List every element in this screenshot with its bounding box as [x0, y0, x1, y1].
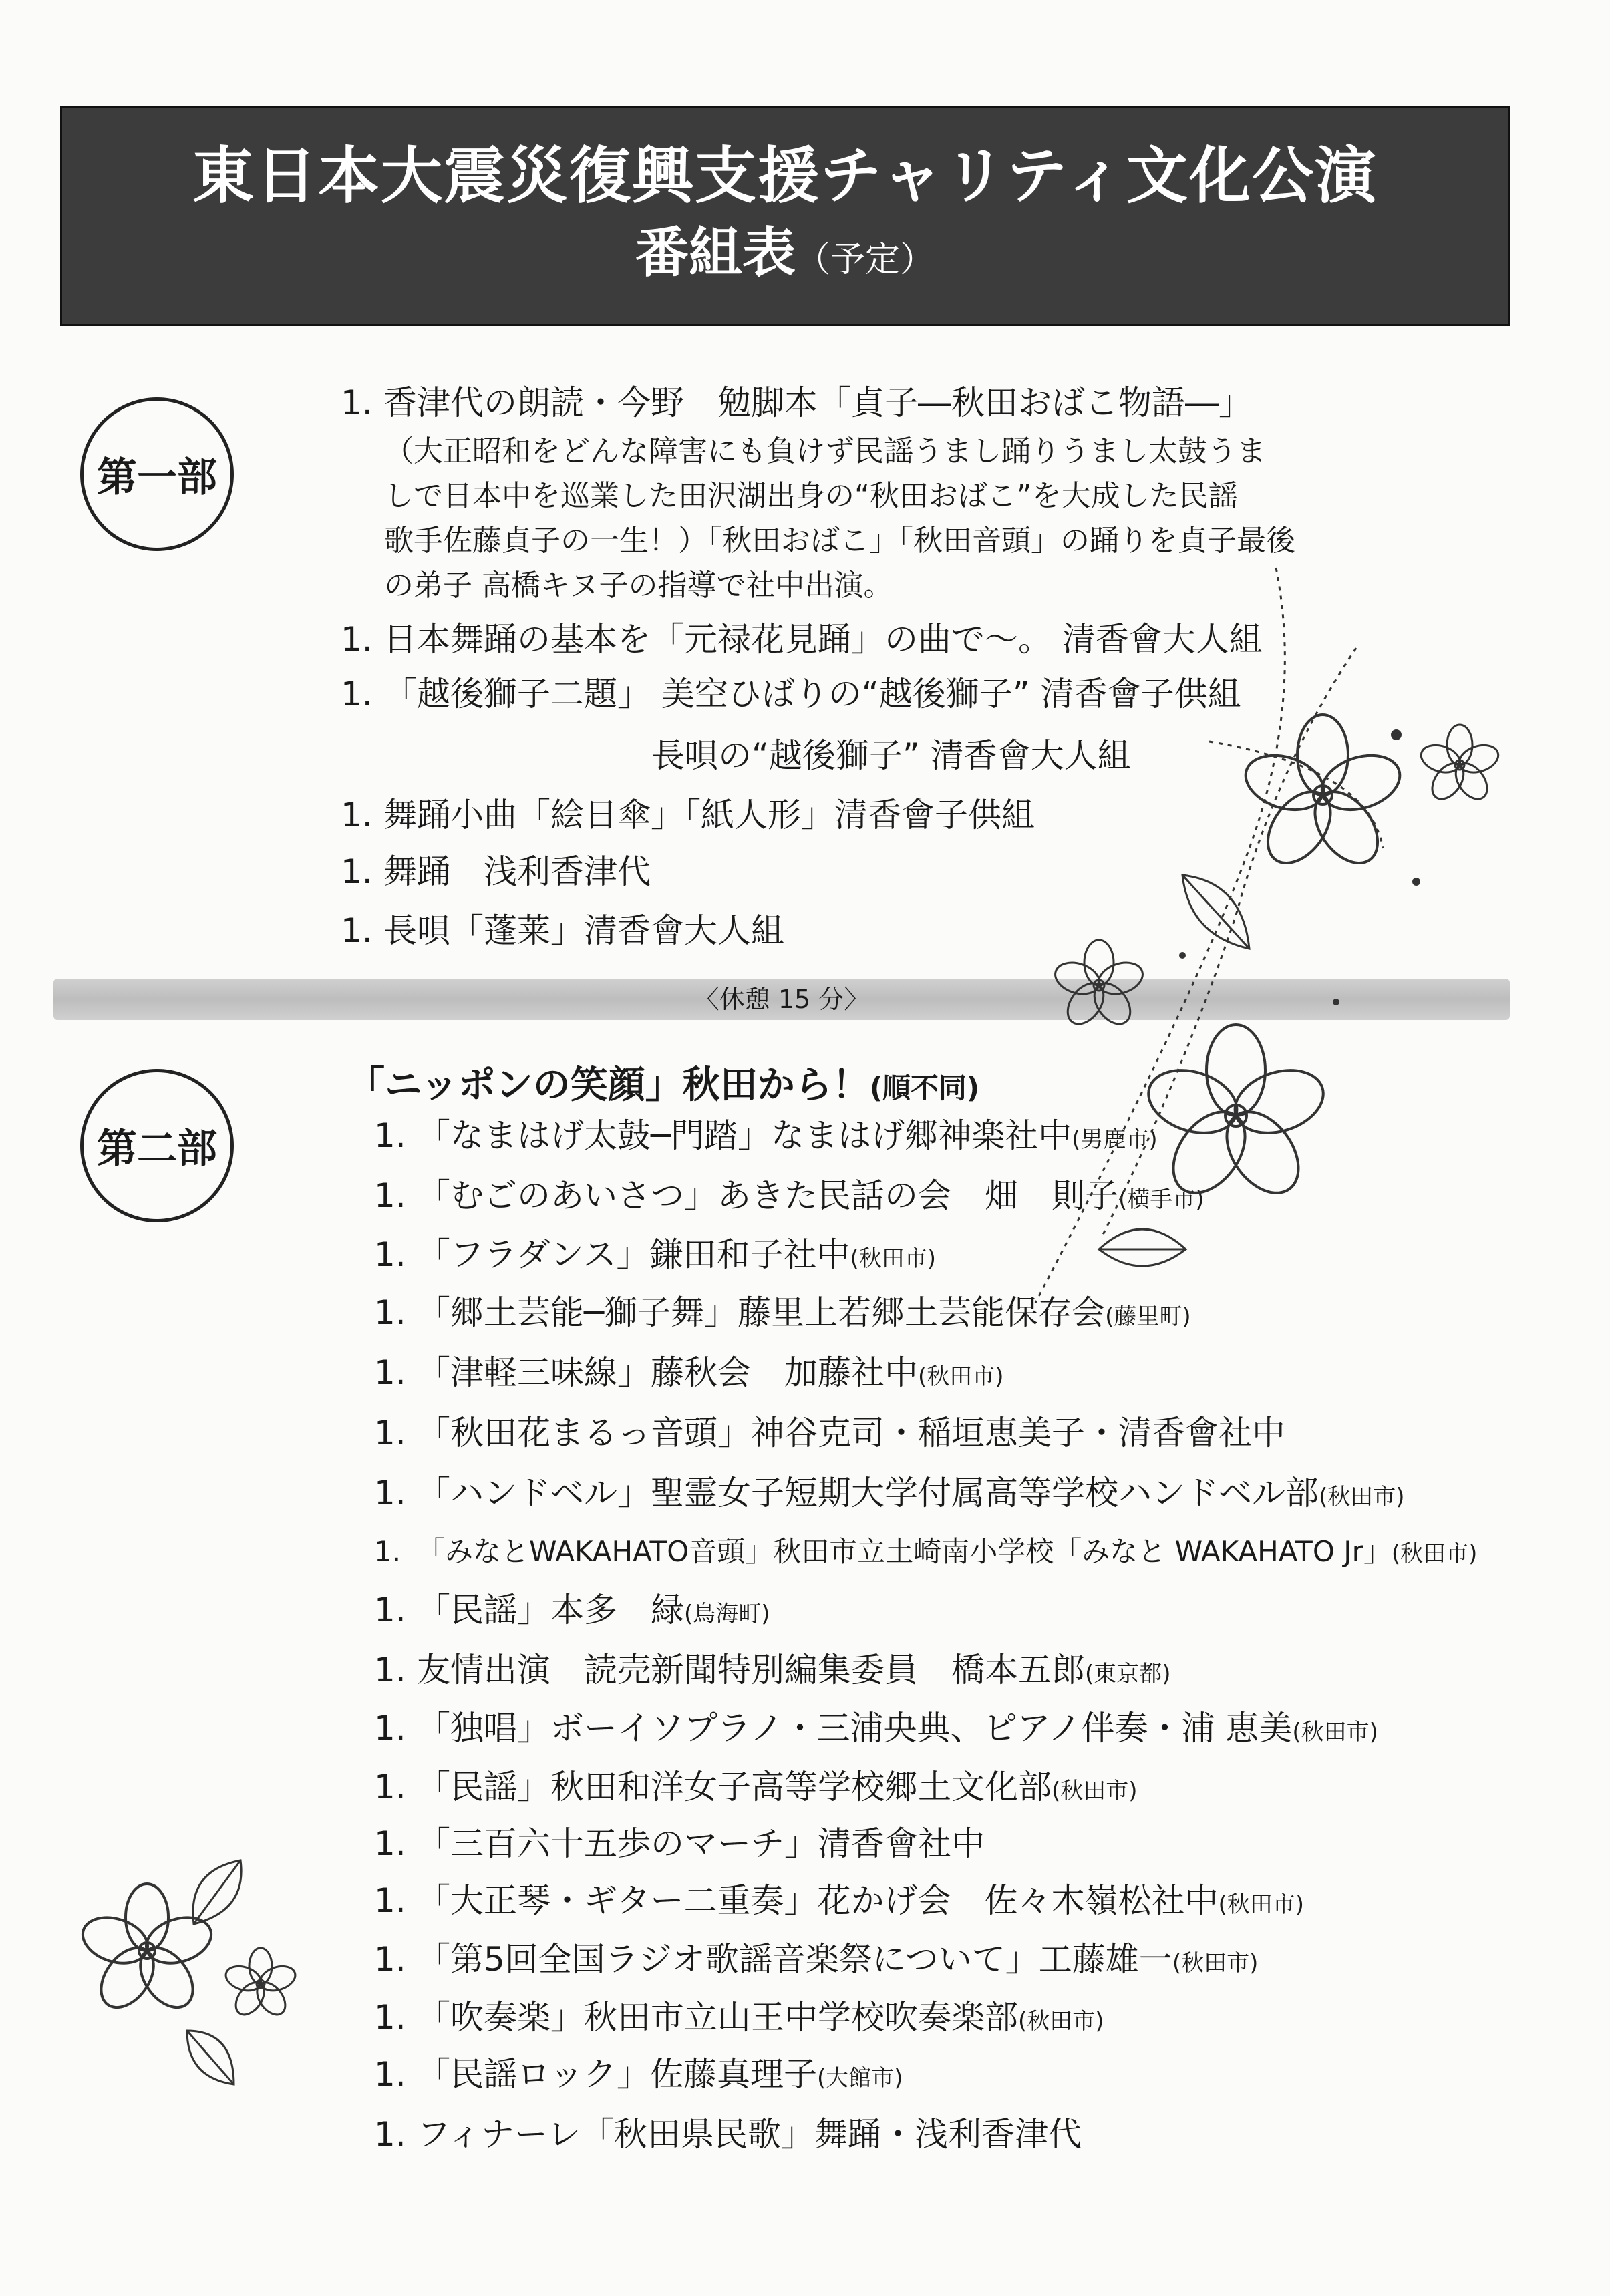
program-item: 1. 「民謡」本多 緑(鳥海町)	[374, 1591, 770, 1629]
part2-headline: 「ニッポンの笑顔」秋田から！(順不同)	[347, 1063, 980, 1107]
part2-badge: 第二部	[80, 1069, 234, 1222]
subtitle-text: 番組表	[635, 221, 796, 284]
part1-badge: 第一部	[80, 397, 234, 551]
program-item: 1. 「吹奏楽」秋田市立山王中学校吹奏楽部(秋田市)	[374, 1998, 1104, 2037]
program-item: 1. 「ハンドベル」聖霊女子短期大学付属高等学校ハンドベル部(秋田市)	[374, 1474, 1405, 1512]
program-item: 1. 「みなとWAKAHATO音頭」秋田市立土崎南小学校「みなと WAKAHATO Jr」(秋田市)	[374, 1535, 1478, 1568]
program-item: 1. 日本舞踊の基本を「元禄花見踊」の曲で～。 清香會大人組	[341, 620, 1263, 659]
dotted-vine-decoration	[902, 568, 1436, 1369]
program-description: 歌手佐藤貞子の一生！）「秋田おばこ」「秋田音頭」の踊りを貞子最後	[384, 524, 1295, 558]
leaf-icon	[187, 1857, 247, 1931]
program-item: 1. 「大正琴・ギター二重奏」花かげ会 佐々木嶺松社中(秋田市)	[374, 1881, 1305, 1920]
flower-icon	[220, 1944, 301, 2024]
program-item: 1. 「三百六十五歩のマーチ」清香會社中	[374, 1824, 985, 1863]
page-title: 東日本大震災復興支援チャリティ文化公演	[192, 140, 1378, 212]
program-description: （大正昭和をどんな障害にも負けず民謡うまし踊りうまし太鼓うま	[384, 434, 1266, 468]
program-item: 1. 「津軽三味線」藤秋会 加藤社中(秋田市)	[374, 1353, 1004, 1392]
program-item: 1. 友情出演 読売新聞特別編集委員 橋本五郎(東京都)	[374, 1651, 1171, 1689]
program-item: 1. 「秋田花まるっ音頭」神谷克司・稲垣恵美子・清香會社中	[374, 1414, 1285, 1452]
intermission-bar: 〈休憩 15 分〉	[53, 979, 1510, 1020]
program-item: 1. フィナーレ「秋田県民歌」舞踊・浅利香津代	[374, 2115, 1082, 2154]
program-item: 長唄の“越後獅子” 清香會大人組	[651, 736, 1131, 775]
program-description: しで日本中を巡業した田沢湖出身の“秋田おばこ”を大成した民謡	[384, 479, 1238, 513]
leaf-icon	[180, 2024, 240, 2091]
program-item: 1. 「民謡」秋田和洋女子高等学校郷土文化部(秋田市)	[374, 1768, 1138, 1806]
program-item: 1. 「民謡ロック」佐藤真理子(大館市)	[374, 2055, 903, 2094]
program-item: 1. 舞踊小曲「絵日傘」「紙人形」清香會子供組	[341, 796, 1035, 834]
program-item: 1. 「むごのあいさつ」あきた民話の会 畑 則子(横手市)	[374, 1176, 1204, 1215]
title-banner	[60, 106, 1510, 326]
program-item: 1. 「なまはげ太鼓─門踏」なまはげ郷神楽社中(男鹿市)	[374, 1116, 1158, 1155]
program-item: 1. 香津代の朗読・今野 勉脚本「貞子―秋田おばこ物語―」	[341, 383, 1252, 422]
program-item: 1. 「フラダンス」鎌田和子社中(秋田市)	[374, 1235, 937, 1274]
program-item: 1. 「越後獅子二題」 美空ひばりの“越後獅子” 清香會子供組	[341, 675, 1241, 713]
program-item: 1. 「第5回全国ラジオ歌謡音楽祭について」工藤雄一(秋田市)	[374, 1940, 1259, 1979]
program-item: 1. 「独唱」ボーイソプラノ・三浦央典、ピアノ伴奏・浦 恵美(秋田市)	[374, 1709, 1378, 1748]
subtitle-note: （予定）	[795, 240, 935, 280]
page-subtitle	[62, 216, 1508, 297]
program-item: 1. 舞踊 浅利香津代	[341, 852, 651, 891]
program-description: の弟子 高橋キヌ子の指導で社中出演。	[384, 568, 893, 603]
program-item: 1. 「郷土芸能─獅子舞」藤里上若郷土芸能保存会(藤里町)	[374, 1293, 1191, 1332]
program-item: 1. 長唄「蓬莱」清香會大人組	[341, 911, 784, 950]
